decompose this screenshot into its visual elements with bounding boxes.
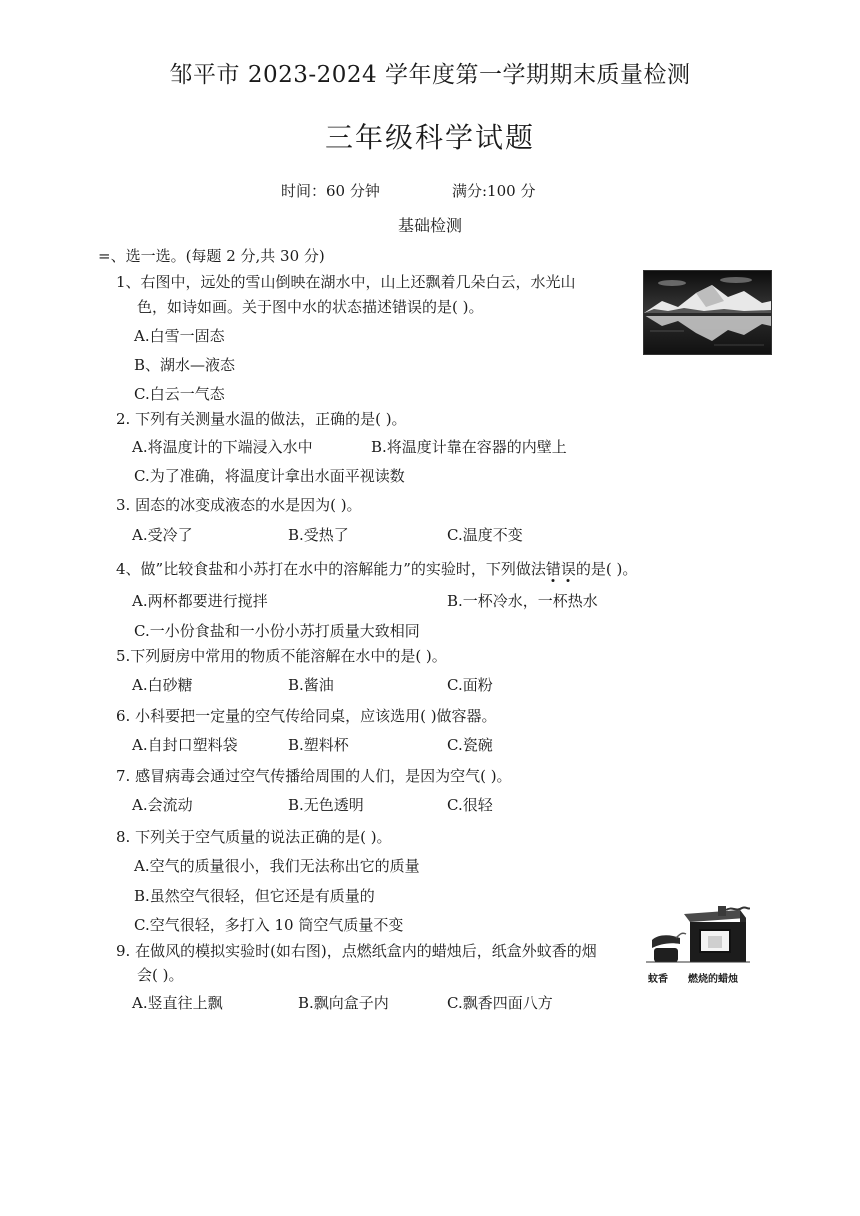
question-5-option-b: B.酱油 xyxy=(288,676,334,694)
question-1-stem-line1: 1、右图中，远处的雪山倒映在湖水中，山上还飘着几朵白云，水光山 xyxy=(116,273,576,291)
question-5-stem: 5.下列厨房中常用的物质不能溶解在水中的是( )。 xyxy=(116,647,447,665)
question-4-stem-post: 的是( )。 xyxy=(575,560,638,578)
exam-title: 邹平市 2023-2024 学年度第一学期期末质量检测 xyxy=(169,62,691,88)
question-6-option-a: A.自封口塑料袋 xyxy=(132,736,238,754)
question-2-option-c: C.为了准确，将温度计拿出水面平视读数 xyxy=(134,467,405,485)
part-heading: =、选一选。(每题 2 分,共 30 分) xyxy=(98,247,325,265)
question-2-option-b: B.将温度计靠在容器的内壁上 xyxy=(371,438,567,456)
question-8-option-b: B.虽然空气很轻，但它还是有质量的 xyxy=(134,887,375,905)
question-7-stem: 7. 感冒病毒会通过空气传播给周围的人们，是因为空气( )。 xyxy=(116,767,512,785)
question-5-option-a: A.白砂糖 xyxy=(132,676,193,694)
question-6-stem: 6. 小科要把一定量的空气传给同桌，应该选用( )做容器。 xyxy=(116,707,497,725)
question-3-option-b: B.受热了 xyxy=(288,526,349,544)
section-title: 基础检测 xyxy=(397,216,462,235)
figure-label-mosquito-coil: 蚊香 xyxy=(648,974,668,985)
question-3-option-a: A.受冷了 xyxy=(132,526,193,544)
question-8-option-c: C.空气很轻，多打入 10 筒空气质量不变 xyxy=(134,916,404,934)
question-7-option-a: A.会流动 xyxy=(132,796,193,814)
exam-time: 时间：60 分钟 xyxy=(281,182,380,200)
question-4-emphasis-1: 错 xyxy=(545,560,561,578)
question-6-option-b: B.塑料杯 xyxy=(288,736,349,754)
question-2-option-a: A.将温度计的下端浸入水中 xyxy=(132,438,313,456)
question-4-emphasis-2: 误 xyxy=(560,560,576,578)
question-9-option-b: B.飘向盒子内 xyxy=(298,994,389,1012)
question-1-option-a: A.白雪一固态 xyxy=(134,327,225,345)
question-7-option-c: C.很轻 xyxy=(447,796,493,814)
candle-box-experiment-figure xyxy=(646,904,750,988)
exam-score: 满分:100 分 xyxy=(452,182,536,200)
question-1-option-c: C.白云一气态 xyxy=(134,385,225,403)
question-8-option-a: A.空气的质量很小，我们无法称出它的质量 xyxy=(134,857,420,875)
question-7-option-b: B.无色透明 xyxy=(288,796,364,814)
question-9-option-a: A.竖直往上飘 xyxy=(132,994,223,1012)
question-5-option-c: C.面粉 xyxy=(447,676,493,694)
question-8-stem: 8. 下列关于空气质量的说法正确的是( )。 xyxy=(116,828,392,846)
question-9-stem-line1: 9. 在做风的模拟实验时(如右图)，点燃纸盒内的蜡烛后，纸盒外蚊香的烟 xyxy=(116,942,597,960)
question-9-option-c: C.飘香四面八方 xyxy=(447,994,553,1012)
snow-mountain-lake-photo xyxy=(643,270,772,355)
question-1-option-b: B、湖水—液态 xyxy=(134,356,236,374)
exam-subtitle: 三年级科学试题 xyxy=(324,121,535,154)
question-3-stem: 3. 固态的冰变成液态的水是因为( )。 xyxy=(116,496,362,514)
question-4-stem xyxy=(116,558,637,579)
question-9-stem-line2: 会( )。 xyxy=(137,966,184,984)
question-2-stem: 2. 下列有关测量水温的做法，正确的是( )。 xyxy=(116,410,407,428)
question-3-option-c: C.温度不变 xyxy=(447,526,523,544)
question-1-stem-line2: 色，如诗如画。关于图中水的状态描述错误的是( )。 xyxy=(137,298,484,316)
question-6-option-c: C.瓷碗 xyxy=(447,736,493,754)
question-4-option-a: A.两杯都要进行搅拌 xyxy=(132,592,268,610)
figure-label-burning-candle: 燃烧的蜡烛 xyxy=(688,974,738,985)
question-4-stem-pre: 4、做”比较食盐和小苏打在水中的溶解能力”的实验时，下列做法 xyxy=(116,560,546,578)
question-4-option-b: B.一杯冷水，一杯热水 xyxy=(447,592,598,610)
question-4-option-c: C.一小份食盐和一小份小苏打质量大致相同 xyxy=(134,622,420,640)
